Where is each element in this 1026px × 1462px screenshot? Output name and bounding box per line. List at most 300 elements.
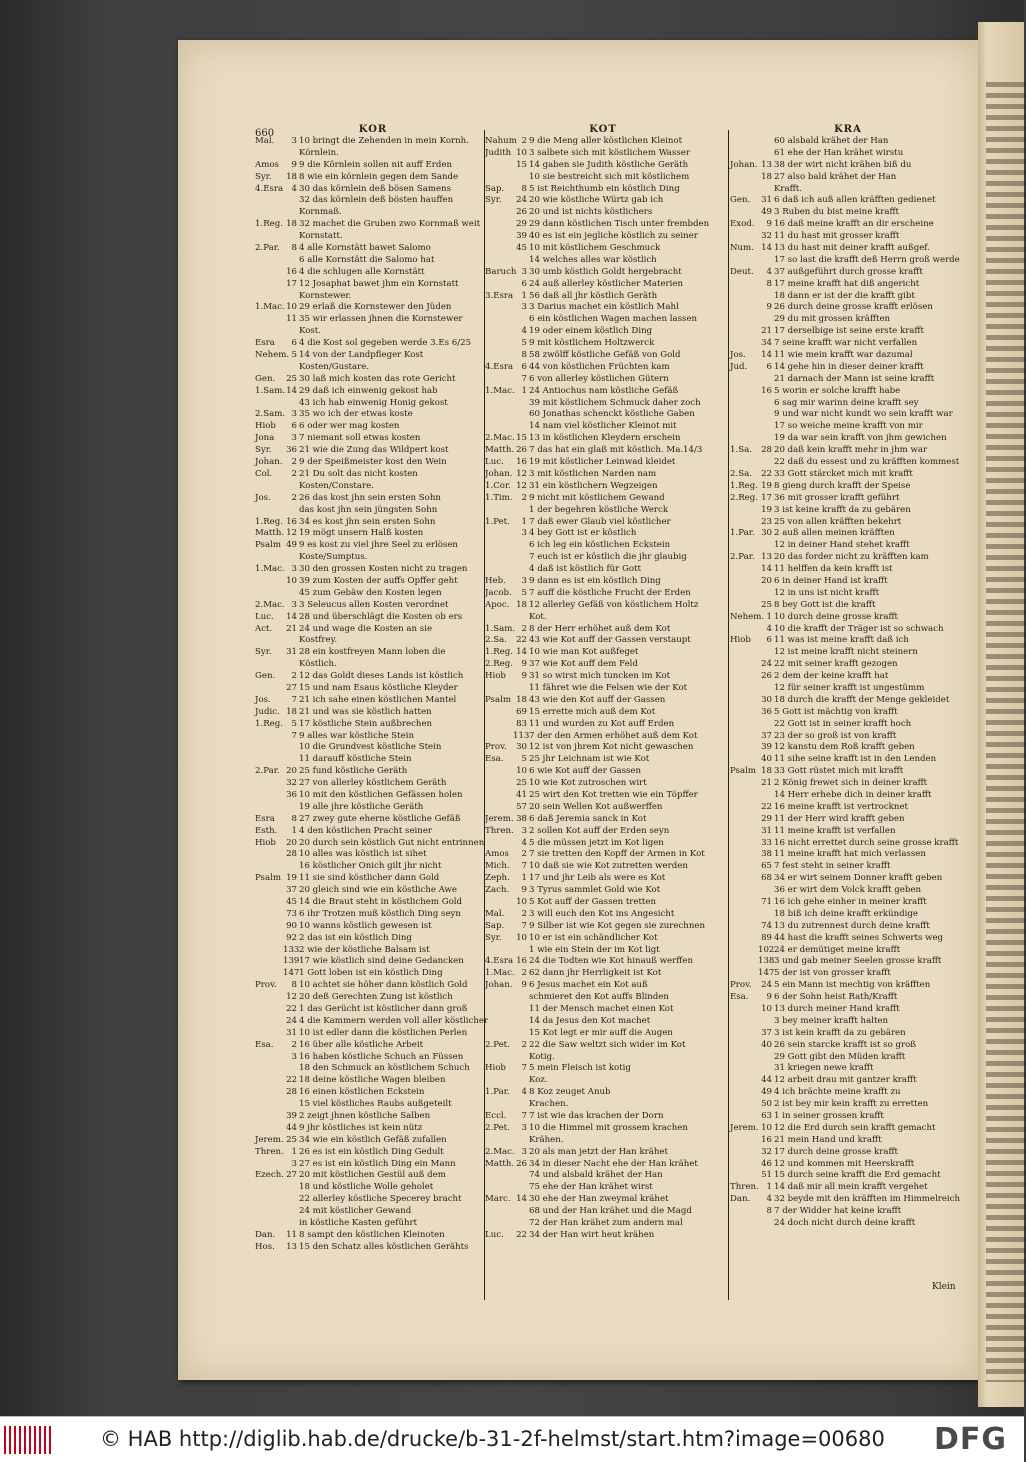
entry-chapter: 7 [521, 1111, 527, 1122]
entry-chapter: 9 [766, 992, 772, 1003]
entry-text: 6 oder wer mag kosten [299, 421, 400, 432]
entry-chapter: 69 [516, 706, 527, 717]
index-entry [485, 992, 721, 1004]
index-entry [485, 1194, 721, 1206]
index-entry [485, 742, 721, 754]
index-entry [255, 588, 491, 600]
index-entry [485, 1170, 721, 1182]
entry-text: 13 du hast mit deiner krafft außgef. [774, 243, 930, 254]
entry-chapter: 22 [286, 1004, 297, 1015]
entry-chapter: 22 [516, 1229, 527, 1240]
index-entry [485, 540, 721, 552]
index-entry [730, 778, 966, 790]
entry-text: 19 oder einem köstlich Ding [529, 326, 653, 337]
entry-book [485, 279, 513, 291]
entry-book [255, 945, 283, 957]
column-header: KOT [589, 124, 617, 135]
entry-chapter [758, 136, 774, 148]
index-entry [255, 493, 491, 505]
entry-book [730, 421, 758, 433]
entry-chapter: 11 [286, 314, 297, 325]
entry-text: 12 arbeit drau mit gantzer krafft [774, 1075, 917, 1086]
entry-text: 4 alle Kornstätt bawet Salomo [299, 243, 431, 254]
entry-book: Judic. [255, 706, 280, 717]
entry-chapter [513, 945, 529, 957]
entry-book [485, 766, 513, 778]
entry-text: 22 daß du essest und zu kräfften kommest [774, 457, 960, 468]
entry-text: 25 jhr Leichnam ist wie Kot [529, 754, 650, 765]
index-column-3 [730, 124, 966, 1294]
entry-chapter: 3 [521, 1146, 527, 1157]
entry-chapter [283, 291, 299, 303]
index-entry [255, 695, 491, 707]
index-entry [485, 576, 721, 588]
index-entry [730, 1206, 966, 1218]
entry-book: Hiob [255, 421, 276, 432]
entry-chapter: 11 [286, 1229, 297, 1240]
index-entry [485, 600, 721, 612]
entry-book: 2.Reg. [485, 659, 513, 670]
entry-book [485, 1052, 513, 1064]
entry-book [730, 707, 758, 719]
entry-text: 15 errette mich auß dem Kot [529, 706, 656, 717]
entry-text: 1 das Gerücht ist köstlicher dann groß [299, 1004, 468, 1015]
entry-text: 20 gleich sind wie ein köstliche Awe [299, 885, 457, 896]
entry-chapter: 49 [761, 1087, 772, 1098]
index-entry [255, 731, 491, 743]
entry-book [485, 160, 513, 172]
entry-chapter [513, 398, 529, 410]
entry-book [730, 374, 758, 386]
entry-text: in köstliche Kasten geführt [299, 1218, 418, 1229]
entry-book: Sap. [485, 920, 505, 931]
index-entry [255, 671, 491, 683]
entry-book [730, 778, 758, 790]
index-entry [730, 695, 966, 707]
entry-chapter: 3 [521, 266, 527, 277]
entry-text: 16 meine krafft ist vertrocknet [774, 801, 908, 812]
entry-text: 34 er wirt seinem Donner krafft geben [774, 873, 943, 884]
entry-book [485, 231, 513, 243]
entry-book [485, 505, 513, 517]
entry-book [485, 409, 513, 421]
entry-text: 11 der Herr wird krafft geben [774, 813, 905, 824]
entry-chapter [513, 1170, 529, 1182]
entry-chapter: 49 [761, 207, 772, 218]
index-entry [255, 885, 491, 897]
entry-chapter: 26 [761, 671, 772, 682]
entry-book: 2.Pet. [485, 1122, 510, 1133]
entry-chapter: 9 [521, 885, 527, 896]
entry-chapter: 12 [516, 480, 527, 491]
entry-text: 24 doch nicht durch deine krafft [774, 1218, 916, 1229]
entry-text: 13 durch meiner Hand krafft [774, 1004, 900, 1015]
entry-chapter: 8 [291, 980, 297, 991]
entry-text: 8 Koz zeuget Anub [529, 1087, 611, 1098]
index-entry [485, 945, 721, 957]
entry-text: schmieret den Kot auffs Blinden [529, 992, 669, 1003]
entry-text: 18 und köstliche Wolle geholet [299, 1182, 434, 1193]
entry-text: 6 in deiner Hand ist krafft [774, 575, 888, 586]
entry-text: 15 den Schatz alles köstlichen Gerähts [299, 1241, 469, 1252]
entry-text: Kost. [299, 326, 321, 337]
entry-list [485, 136, 721, 1242]
entry-book [255, 552, 283, 564]
entry-book: 2.Pet. [485, 1039, 510, 1050]
entry-book [730, 968, 758, 980]
entry-book: Jos. [730, 350, 746, 361]
entry-text: 11 was ist meine krafft daß ich [774, 635, 909, 646]
entry-book [730, 945, 758, 957]
entry-book [485, 338, 513, 350]
entry-book [730, 873, 758, 885]
index-entry [485, 421, 721, 433]
index-entry [485, 148, 721, 160]
entry-chapter: 24 [286, 1015, 297, 1026]
entry-chapter: 10 [286, 302, 297, 313]
entry-book: Matth. [485, 445, 515, 456]
entry-text: 37 außgeführt durch grosse krafft [774, 266, 923, 277]
entry-chapter: 1 [521, 385, 527, 396]
entry-chapter: 2 [521, 623, 527, 634]
index-entry [485, 909, 721, 921]
entry-chapter: 9 [766, 219, 772, 230]
entry-book [730, 148, 758, 160]
index-entry [255, 1159, 491, 1171]
entry-book: 2.Reg. [730, 492, 758, 503]
entry-book [730, 849, 758, 861]
entry-book: Syr. [485, 932, 502, 943]
entry-book [255, 802, 283, 814]
entry-book [255, 933, 283, 945]
entry-chapter: 8 [291, 243, 297, 254]
index-entry [255, 1028, 491, 1040]
entry-text: 19 mit köstlicher Leinwad kleidet [529, 457, 676, 468]
entry-book [730, 1052, 758, 1064]
entry-chapter: 4 [766, 623, 772, 634]
entry-text: Koz. [529, 1075, 548, 1086]
index-entry [485, 338, 721, 350]
entry-chapter: 10 [516, 932, 527, 943]
entry-text: 17 köstliche Stein außbrechen [299, 718, 433, 729]
entry-book: Judith [485, 147, 512, 158]
entry-book [485, 326, 513, 338]
entry-chapter: 10 [516, 897, 527, 907]
catchword: Klein [932, 1282, 956, 1292]
entry-book: 1.Reg. [255, 718, 283, 729]
entry-book [255, 659, 283, 671]
entry-text: 16 köstlicher Onich gilt jhr nicht [299, 861, 442, 872]
entry-text: Krafft. [774, 183, 802, 194]
entry-text: 11 sihe seine krafft ist in den Lenden [774, 754, 937, 765]
index-entry [255, 243, 491, 255]
entry-text: 32 beyde mit den kräfften im Himmelreich [774, 1194, 961, 1205]
entry-book [730, 338, 758, 350]
entry-chapter: 10 [516, 147, 527, 158]
index-entry [730, 1194, 966, 1206]
entry-text: 26 durch deine grosse krafft erlösen [774, 302, 933, 313]
entry-chapter [283, 362, 299, 374]
index-entry [255, 148, 491, 160]
entry-book [730, 647, 758, 659]
entry-text: 6 von allerley köstlichen Gütern [529, 373, 669, 384]
index-entry [255, 314, 491, 326]
index-entry [255, 980, 491, 992]
entry-book: Prov. [485, 742, 507, 753]
entry-book [730, 1075, 758, 1087]
entry-chapter: 1 [291, 1146, 297, 1157]
entry-chapter: 133 [283, 944, 300, 955]
entry-text: 14 Herr erhebe dich in deiner krafft [774, 789, 932, 800]
entry-text: 10 sie bestreicht sich mit köstlichem [529, 171, 690, 182]
entry-book: Col. [255, 468, 273, 479]
index-entry [255, 291, 491, 303]
index-entry [255, 517, 491, 529]
entry-chapter: 2 [291, 468, 297, 479]
entry-chapter: 3 [521, 575, 527, 586]
entry-book [255, 1028, 283, 1040]
entry-text: 34 es kost jhn sein ersten Sohn [299, 516, 436, 527]
entry-book [485, 255, 513, 267]
entry-book [730, 909, 758, 921]
entry-book: Eccl. [485, 1111, 507, 1122]
index-entry [485, 243, 721, 255]
entry-chapter: 6 [766, 635, 772, 646]
entry-chapter: 19 [761, 504, 772, 515]
entry-text: 21 wie die Zung das Wildpert kost [299, 445, 449, 456]
entry-chapter: 21 [286, 623, 297, 634]
entry-chapter [513, 552, 529, 564]
entry-text: 15 und nam Esaus köstliche Kleyder [299, 682, 458, 693]
entry-chapter: 2 [521, 492, 527, 503]
entry-text: 18 den Schmuck an köstlichem Schuch [299, 1063, 470, 1074]
entry-book [730, 921, 758, 933]
entry-text: 7 fest steht in seiner krafft [774, 861, 891, 872]
copyright-url[interactable]: © HAB http://diglib.hab.de/drucke/b-31-2f-helmst/start.htm?image=00680 [100, 1427, 885, 1451]
entry-book [255, 195, 283, 207]
entry-book [255, 267, 283, 279]
entry-book [485, 790, 513, 802]
entry-text: 27 von allerley köstlichem Geräth [299, 778, 447, 789]
entry-text: 1 Gott loben ist ein köstlich Ding [299, 968, 443, 979]
entry-text: 12 kanstu dem Roß krafft geben [774, 742, 915, 753]
entry-text: 3 bey meiner krafft halten [774, 1015, 889, 1026]
index-entry [730, 1123, 966, 1135]
entry-chapter [283, 231, 299, 243]
column-header: KOR [358, 124, 388, 135]
entry-chapter [758, 184, 774, 196]
entry-chapter: 2 [521, 908, 527, 919]
entry-book: Num. [730, 243, 754, 254]
entry-chapter: 25 [761, 599, 772, 610]
entry-chapter: 147 [283, 968, 300, 979]
entry-text: 6 ich leg ein köstlichen Eckstein [529, 540, 671, 551]
entry-text: 28 ein kostfreyen Mann loben die [299, 647, 446, 658]
entry-text: 4 die Kost sol gegeben werde 3.Es 6/25 [299, 338, 472, 349]
entry-book [255, 1182, 283, 1194]
entry-text: 1 der begehren köstliche Werck [529, 504, 669, 515]
entry-chapter: 3 [291, 1158, 297, 1169]
entry-book [485, 207, 513, 219]
entry-text: Kosten/Gustare. [299, 361, 370, 372]
index-entry [730, 826, 966, 838]
entry-book [255, 1123, 283, 1135]
entry-text: 43 ich hab einwenig Honig gekost [299, 397, 448, 408]
index-entry [485, 409, 721, 421]
entry-text: 5 Kot auff der Gassen tretten [529, 897, 657, 907]
entry-book [485, 802, 513, 814]
entry-book [730, 588, 758, 600]
index-entry [255, 457, 491, 469]
entry-book: Ezech. [255, 1170, 284, 1181]
entry-text: 3 salbete sich mit köstlichem Wasser [529, 147, 690, 158]
entry-text: 35 wo ich der etwas koste [299, 409, 413, 420]
entry-book [485, 1218, 513, 1230]
entry-text: 16 haben köstliche Schuch an Füssen [299, 1051, 464, 1062]
index-entry [485, 1075, 721, 1087]
index-entry [730, 1218, 966, 1230]
entry-chapter: 32 [286, 778, 297, 789]
index-entry [485, 1182, 721, 1194]
index-entry [255, 326, 491, 338]
index-entry [730, 207, 966, 219]
entry-chapter: 68 [761, 873, 772, 884]
entry-book [730, 326, 758, 338]
index-entry [730, 231, 966, 243]
entry-chapter [283, 1218, 299, 1230]
entry-chapter [513, 540, 529, 552]
entry-chapter: 3 [291, 599, 297, 610]
index-entry [255, 635, 491, 647]
entry-text: 7 der den Armen erhöhet auß dem Kot [529, 730, 698, 741]
index-entry [255, 255, 491, 267]
entry-text: 10 daß sie wie Kot zutretten werden [529, 861, 688, 872]
entry-chapter: 3 [291, 409, 297, 420]
entry-text: 12 in deiner Hand stehet krafft [774, 540, 910, 551]
entry-text: 1 in seiner grossen krafft [774, 1111, 884, 1122]
entry-book: 1.Reg. [255, 516, 283, 527]
entry-book [730, 956, 758, 968]
entry-book [730, 517, 758, 529]
entry-chapter: 6 [291, 338, 297, 349]
entry-chapter [758, 1052, 774, 1064]
entry-chapter: 3 [521, 528, 527, 539]
index-entry [485, 671, 721, 683]
entry-chapter: 5 [521, 338, 527, 349]
entry-text: 6 ein köstlichen Wagen machen lassen [529, 314, 698, 325]
entry-text: 6 daß ich auß allen kräfften gedienet [774, 195, 936, 206]
entry-chapter [283, 255, 299, 267]
entry-chapter: 18 [286, 171, 297, 182]
index-entry [485, 778, 721, 790]
entry-book [255, 231, 283, 243]
index-entry [255, 1016, 491, 1028]
entry-text: 3 Darius machet ein köstlich Mahl [529, 302, 679, 313]
index-entry [485, 291, 721, 303]
entry-book [485, 421, 513, 433]
entry-chapter: 3 [521, 1122, 527, 1133]
entry-text: 11 darauff köstliche Stein [299, 754, 412, 765]
entry-text: 17 und jhr Leib als were es Kot [529, 873, 666, 884]
index-entry [255, 338, 491, 350]
entry-chapter: 50 [761, 1099, 772, 1110]
entry-book [255, 1063, 283, 1075]
entry-chapter: 147 [758, 968, 775, 979]
entry-text: 21 ich sahe einen köstlichen Mantel [299, 694, 457, 705]
entry-text: 10 bringt die Zehenden in mein Kornh. [299, 136, 469, 146]
index-entry [485, 849, 721, 861]
entry-text: 2 auß allen meinen kräfften [774, 528, 895, 539]
entry-chapter: 18 [286, 219, 297, 230]
entry-book [485, 897, 513, 909]
entry-text: 36 mit grosser krafft geführt [774, 492, 900, 503]
entry-book [255, 576, 283, 588]
index-entry [730, 1028, 966, 1040]
entry-book [730, 576, 758, 588]
entry-chapter: 63 [761, 1111, 772, 1122]
index-entry [485, 1087, 721, 1099]
entry-book [255, 279, 283, 291]
index-entry [730, 398, 966, 410]
entry-text: Kornstatt. [299, 231, 343, 242]
entry-chapter: 22 [516, 635, 527, 646]
entry-text: 10 durch deine grosse krafft [774, 611, 898, 622]
entry-text: 24 mit köstlicher Gewand [299, 1206, 412, 1217]
index-entry [485, 956, 721, 968]
index-entry [730, 992, 966, 1004]
entry-book [730, 1028, 758, 1040]
index-entry [730, 1135, 966, 1147]
entry-book: 1.Par. [485, 1087, 510, 1098]
entry-text: 22 die Saw weltzt sich wider im Kot [529, 1039, 686, 1050]
entry-chapter [758, 421, 774, 433]
entry-chapter: 6 [521, 361, 527, 372]
entry-book: Hiob [485, 1063, 506, 1074]
entry-book [485, 838, 513, 850]
index-entry [485, 1147, 721, 1159]
entry-text: 30 den grossen Kosten nicht zu tragen [299, 564, 468, 575]
entry-text: 21 Du solt das nicht kosten [299, 468, 418, 479]
entry-text: Kostfrey. [299, 635, 338, 646]
entry-chapter: 29 [516, 219, 527, 230]
entry-book [730, 172, 758, 184]
index-entry [730, 635, 966, 647]
entry-text: 16 daß meine krafft an dir erscheine [774, 219, 934, 230]
entry-book: Psalm [255, 873, 281, 884]
entry-text: 10 alles was köstlich ist sihet [299, 849, 427, 860]
entry-text: 2 ist bey mir kein krafft zu erretten [774, 1099, 929, 1110]
entry-book: Zach. [485, 885, 510, 896]
entry-text: 18 dann er ist der die krafft gibt [774, 290, 915, 301]
index-entry [485, 1028, 721, 1040]
entry-book [255, 1159, 283, 1171]
entry-chapter: 24 [761, 980, 772, 991]
entry-book [255, 588, 283, 600]
index-entry [730, 1075, 966, 1087]
entry-chapter [513, 409, 529, 421]
entry-text: 14 von der Landpfleger Kost [299, 350, 424, 361]
entry-text: 24 Antiochus nam köstliche Gefäß [529, 385, 679, 396]
index-entry [255, 742, 491, 754]
entry-chapter: 89 [761, 932, 772, 943]
entry-chapter: 19 [286, 873, 297, 884]
index-entry [730, 873, 966, 885]
entry-book [730, 457, 758, 469]
index-entry [255, 386, 491, 398]
entry-text: Krachen. [529, 1099, 569, 1110]
entry-text: 14 nam viel köstlicher Kleinot mit [529, 421, 677, 432]
entry-text: 24 und wage die Kosten an sie [299, 623, 433, 634]
